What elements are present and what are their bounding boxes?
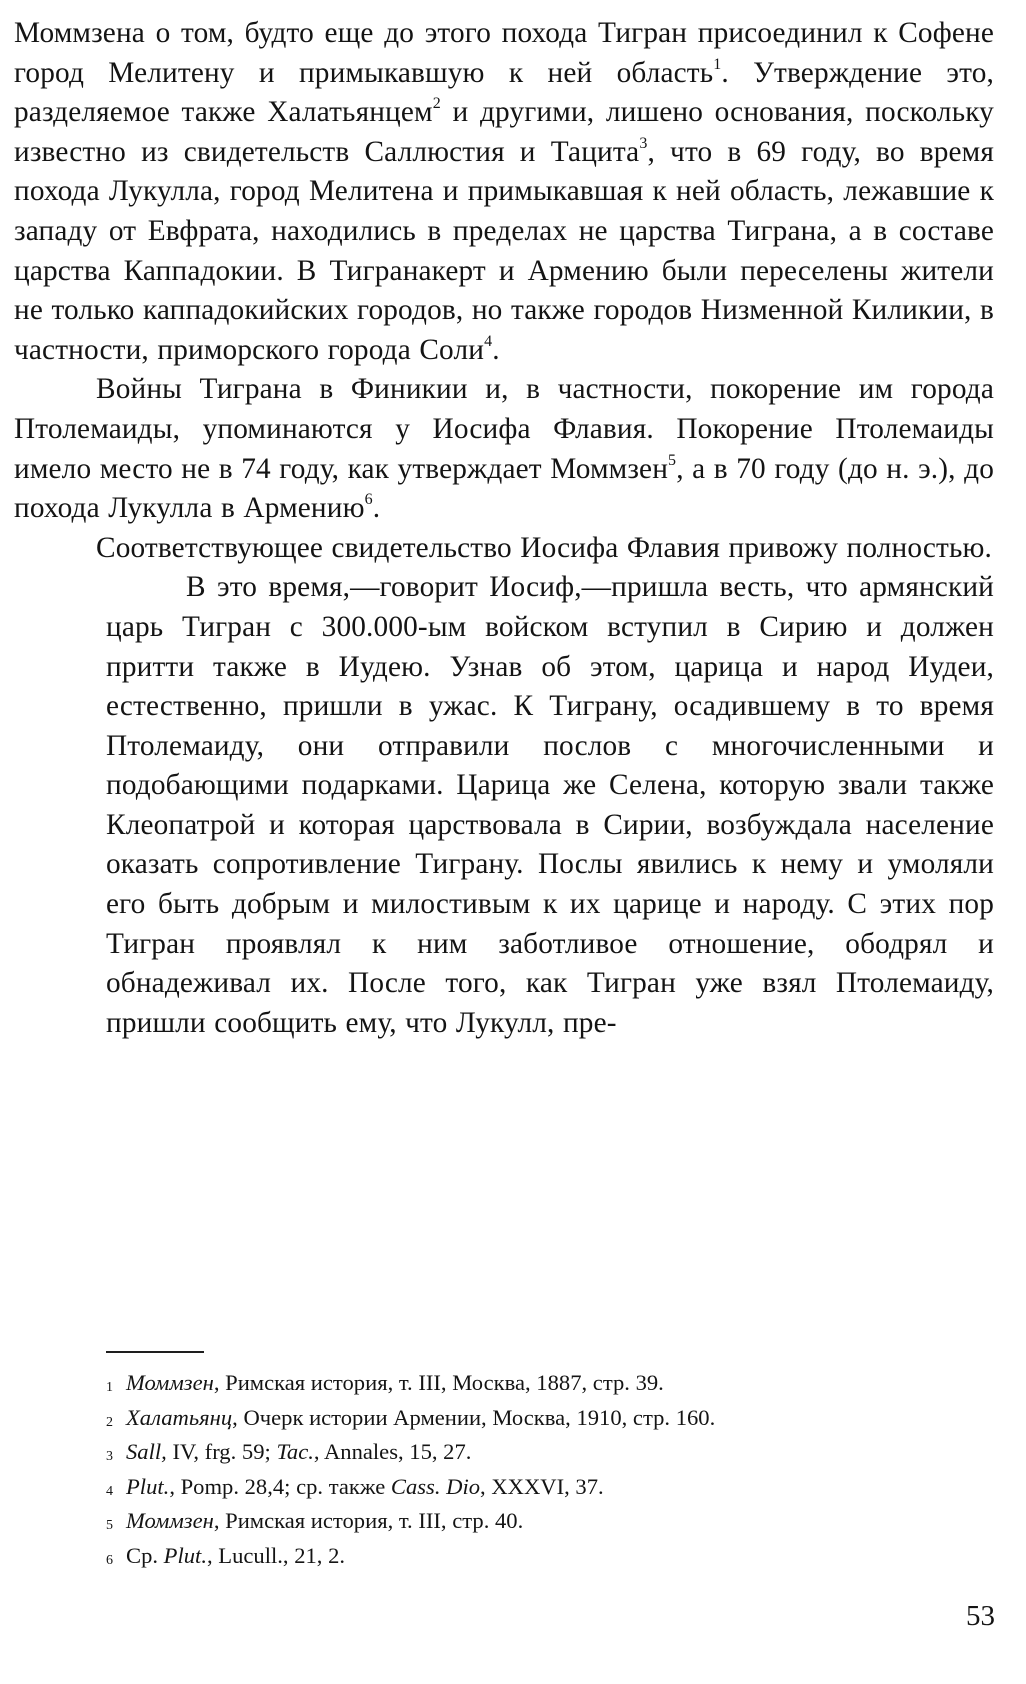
- italic-text: Моммзен: [126, 1370, 214, 1395]
- footnote-divider: [106, 1351, 204, 1353]
- footnote: [106, 1539, 986, 1574]
- footnote: [106, 1435, 986, 1470]
- footnote-marker: 4: [106, 1483, 113, 1499]
- text-run: , Lucull., 21, 2.: [206, 1542, 346, 1568]
- body-text: [14, 14, 994, 1043]
- footnote-marker: 5: [106, 1518, 113, 1534]
- footnote-marker: 2: [106, 1414, 113, 1430]
- italic-text: Cass. Dio: [390, 1473, 481, 1499]
- page: [14, 14, 994, 1043]
- text-run: , что в 69 году, во время похода Лукулла, город Мелитена и примыкавшая к ней область, лежавшие к западу от Евфрата, находились в пределах не царства Тиграна, а в составе царства Каппадокии. В Тигранакерт и Армению были переселены жители не только каппадокийских городов, но также городов Низменной Киликии, в частности, приморского города Соли: [14, 135, 994, 366]
- footnote-reference: 4: [484, 332, 493, 350]
- text-run: Ср.: [126, 1542, 164, 1568]
- text-run: , Римская история, т. III, стр. 40.: [213, 1508, 524, 1534]
- text-run: . Утверждение это, разделяемое также Халатьянцем: [14, 56, 994, 129]
- paragraph: [14, 14, 994, 370]
- italic-text: Sall,: [126, 1439, 167, 1465]
- footnote-marker: 1: [106, 1380, 113, 1395]
- paragraph: [14, 370, 994, 528]
- italic-text: Plut.: [126, 1473, 170, 1499]
- footnote-reference: 6: [364, 491, 373, 509]
- italic-text: Tac.: [276, 1439, 314, 1465]
- footnote-reference: 2: [432, 95, 441, 113]
- footnote: [106, 1470, 986, 1505]
- footnote-reference: 5: [668, 451, 677, 469]
- italic-text: Халатьянц: [126, 1404, 233, 1430]
- text-run: IV, frg. 59;: [166, 1439, 277, 1465]
- text-run: , Очерк истории Армении, Москва, 1910, стр. 160.: [232, 1404, 716, 1430]
- text-run: , XXXVI, 37.: [480, 1473, 604, 1499]
- italic-text: Моммзен: [126, 1508, 214, 1534]
- page-number: 53: [966, 1600, 995, 1632]
- text-run: , Pomp. 28,4; ср. также: [169, 1473, 391, 1499]
- paragraph: [14, 529, 994, 569]
- block-quote: В это время,—говорит Иосиф,—пришла весть, что армянский царь Тигран с 300.000-ым войском вступил в Сирию и должен притти также в Иудею. Узнав об этом, царица и народ Иудеи, естественно, пришли в ужас. К Тиграну, осадившему в то время Птолемаиду, они отправили послов с многочисленными и подобающими подарками. Царица же Селена, которую звали также Клеопатрой и которая царствовала в Сирии, возбуждала население оказать сопротивление Тиграну. Послы явились к нему и умоляли его быть добрым и милостивым к их царице и народу. С этих пор Тигран проявлял к ним заботливое отношение, ободрял и обнадеживал их. После того, как Тигран уже взял Птолемаиду, пришли сообщить ему, что Лукулл, пре-: [106, 571, 994, 1039]
- footnote: [106, 1504, 986, 1539]
- footnote: [106, 1401, 986, 1436]
- footnote-marker: 3: [106, 1449, 113, 1465]
- text-run: , а в 70 году (до н. э.), до похода Лукулла в Армению: [14, 452, 994, 525]
- footnote-reference: 3: [639, 135, 648, 153]
- footnote-reference: 1: [713, 55, 722, 73]
- footnote: [106, 1366, 986, 1401]
- text-run: .: [372, 492, 381, 525]
- text-run: Войны Тиграна в Финикии и, в частности, покорение им города Птолемаиды, упоминаются у Иосифа Флавия. Покорение Птолемаиды имело место не в 74 году, как утверждает Моммзен: [14, 373, 994, 485]
- footnote-marker: 6: [106, 1552, 113, 1568]
- italic-text: Plut.: [163, 1542, 207, 1568]
- text-run: , Annales, 15, 27.: [313, 1439, 472, 1465]
- text-run: .: [492, 333, 500, 366]
- text-run: , Римская история, т. III, Москва, 1887, стр. 39.: [213, 1370, 664, 1395]
- text-run: Моммзена о том, будто еще до этого похода Тигран присоединил к Софене город Мелитену и примыкавшую к ней область: [14, 17, 994, 89]
- footnotes: [106, 1366, 986, 1574]
- text-run: и другими, лишено основания, поскольку известно из свидетельств Саллюстия и Тацита: [14, 96, 994, 168]
- text-run: Соответствующее свидетельство Иосифа Флавия привожу полностью.: [96, 531, 992, 564]
